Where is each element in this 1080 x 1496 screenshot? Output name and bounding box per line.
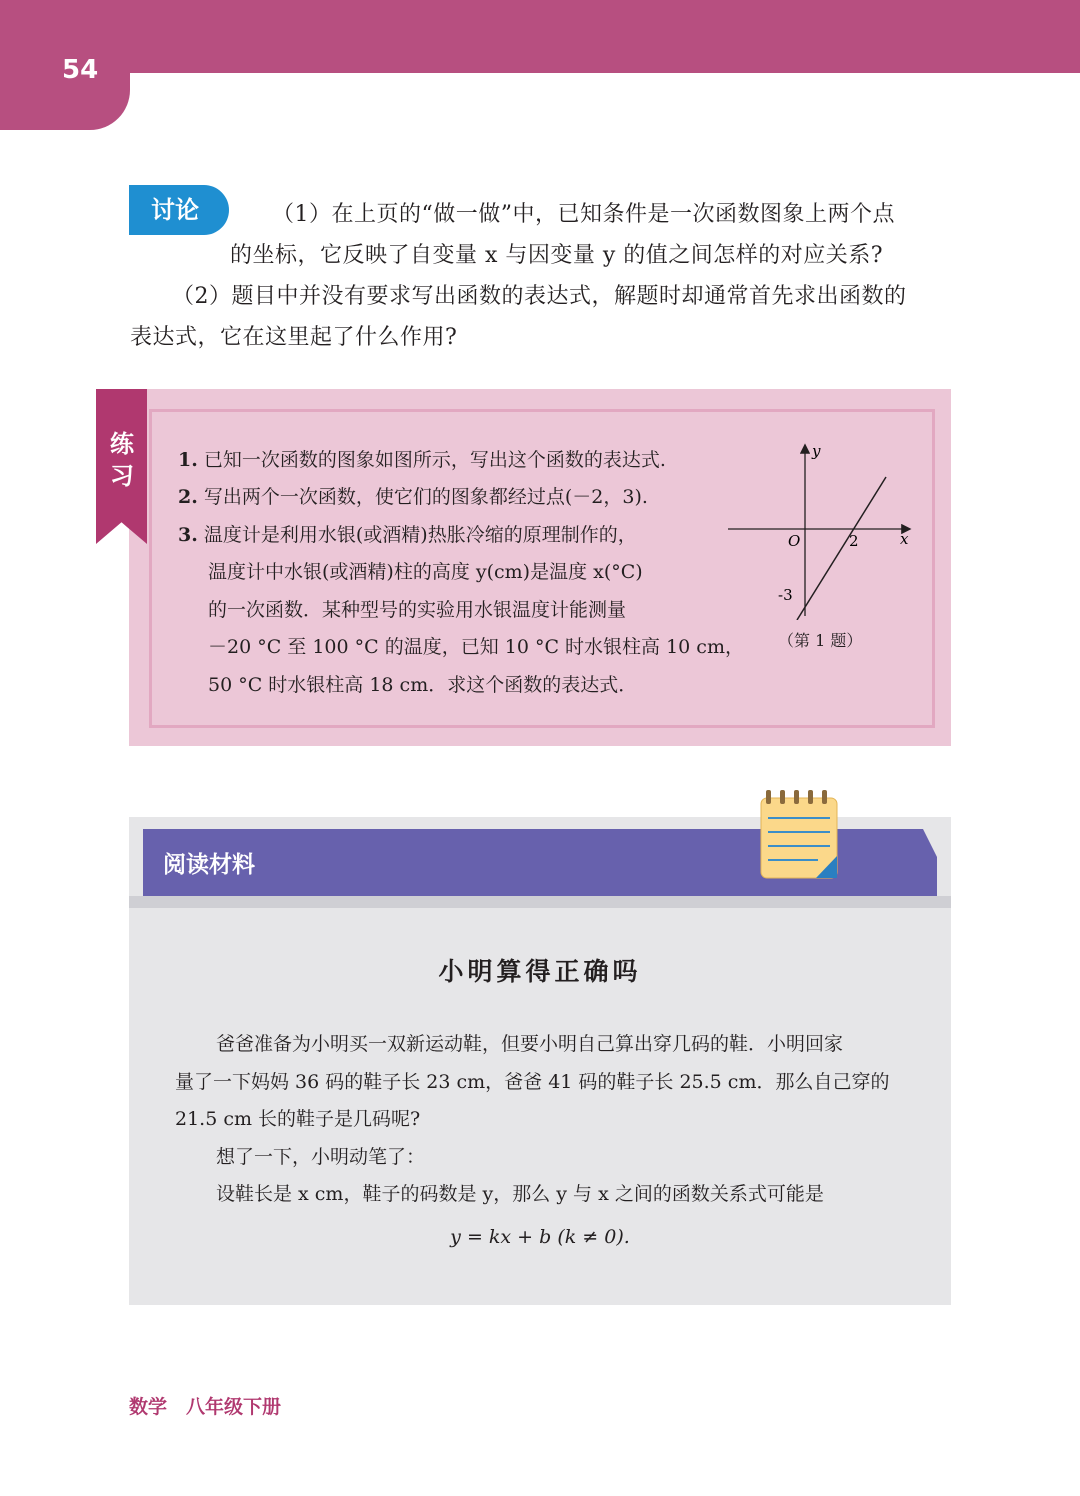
exercise-item-number: 3.: [178, 524, 198, 546]
origin-label: O: [788, 532, 801, 550]
notepad-icon: [758, 788, 840, 882]
page-number: 54: [62, 55, 99, 85]
discussion-badge: 讨论: [129, 185, 229, 235]
exercise-item-2: [178, 482, 648, 509]
reading-title: 小明算得正确吗: [438, 957, 642, 986]
discussion-line-4: 表达式，它在这里起了什么作用?: [130, 325, 458, 350]
exercise-item-3-line-3: 的一次函数．某种型号的实验用水银温度计能测量: [208, 599, 627, 621]
exercise-item-number: 1.: [178, 449, 198, 471]
exercise-item-3-line-2: 温度计中水银(或酒精)柱的高度 y(cm)是温度 x(°C): [208, 561, 643, 583]
reading-line-5: 设鞋长是 x cm，鞋子的码数是 y，那么 y 与 x 之间的函数关系式可能是: [216, 1183, 824, 1205]
exercise-item-3-line-4: －20 °C 至 100 °C 的温度，已知 10 °C 时水银柱高 10 cm，: [208, 636, 744, 658]
figure-caption: （第 1 题）: [778, 631, 863, 650]
y-axis-label: y: [812, 442, 821, 460]
discussion-line-2: 的坐标，它反映了自变量 x 与因变量 y 的值之间怎样的对应关系?: [230, 243, 884, 268]
reading-header-shadow: [129, 896, 951, 908]
reading-line-4: 想了一下，小明动笔了：: [216, 1146, 426, 1168]
exercise-item-number: 2.: [178, 486, 198, 508]
footer-book-title: 数学 八年级下册: [129, 1396, 282, 1418]
y-intercept-label: -3: [778, 586, 793, 604]
header-band: [0, 0, 1080, 73]
x-intercept-label: 2: [849, 532, 859, 550]
exercise-figure-graph: [725, 440, 915, 620]
exercise-item-3-line-5: 50 °C 时水银柱高 18 cm．求这个函数的表达式．: [208, 674, 638, 696]
exercise-badge: 练习: [110, 430, 134, 490]
exercise-item-text: 已知一次函数的图象如图所示，写出这个函数的表达式.: [203, 449, 666, 471]
discussion-line-3: （2）题目中并没有要求写出函数的表达式，解题时却通常首先求出函数的: [172, 284, 907, 309]
exercise-item-3: [178, 520, 637, 547]
reading-line-3: 21.5 cm 长的鞋子是几码呢?: [175, 1108, 421, 1130]
function-line: [797, 477, 886, 620]
reading-line-2: 量了一下妈妈 36 码的鞋子长 23 cm，爸爸 41 码的鞋子长 25.5 cm．那么自己穿的: [175, 1071, 890, 1093]
reading-line-1: 爸爸准备为小明买一双新运动鞋，但要小明自己算出穿几码的鞋．小明回家: [216, 1033, 844, 1055]
exercise-item-1: [178, 445, 666, 472]
discussion-line-1: （1）在上页的“做一做”中，已知条件是一次函数图象上两个点: [272, 202, 895, 227]
reading-formula: y = kx + b (k ≠ 0).: [450, 1226, 630, 1248]
exercise-item-text: 写出两个一次函数，使它们的图象都经过点(－2，3).: [203, 486, 648, 508]
x-axis-label: x: [900, 530, 909, 548]
reading-badge: 阅读材料: [163, 852, 255, 878]
exercise-item-text: 温度计是利用水银(或酒精)热胀冷缩的原理制作的，: [203, 524, 637, 546]
